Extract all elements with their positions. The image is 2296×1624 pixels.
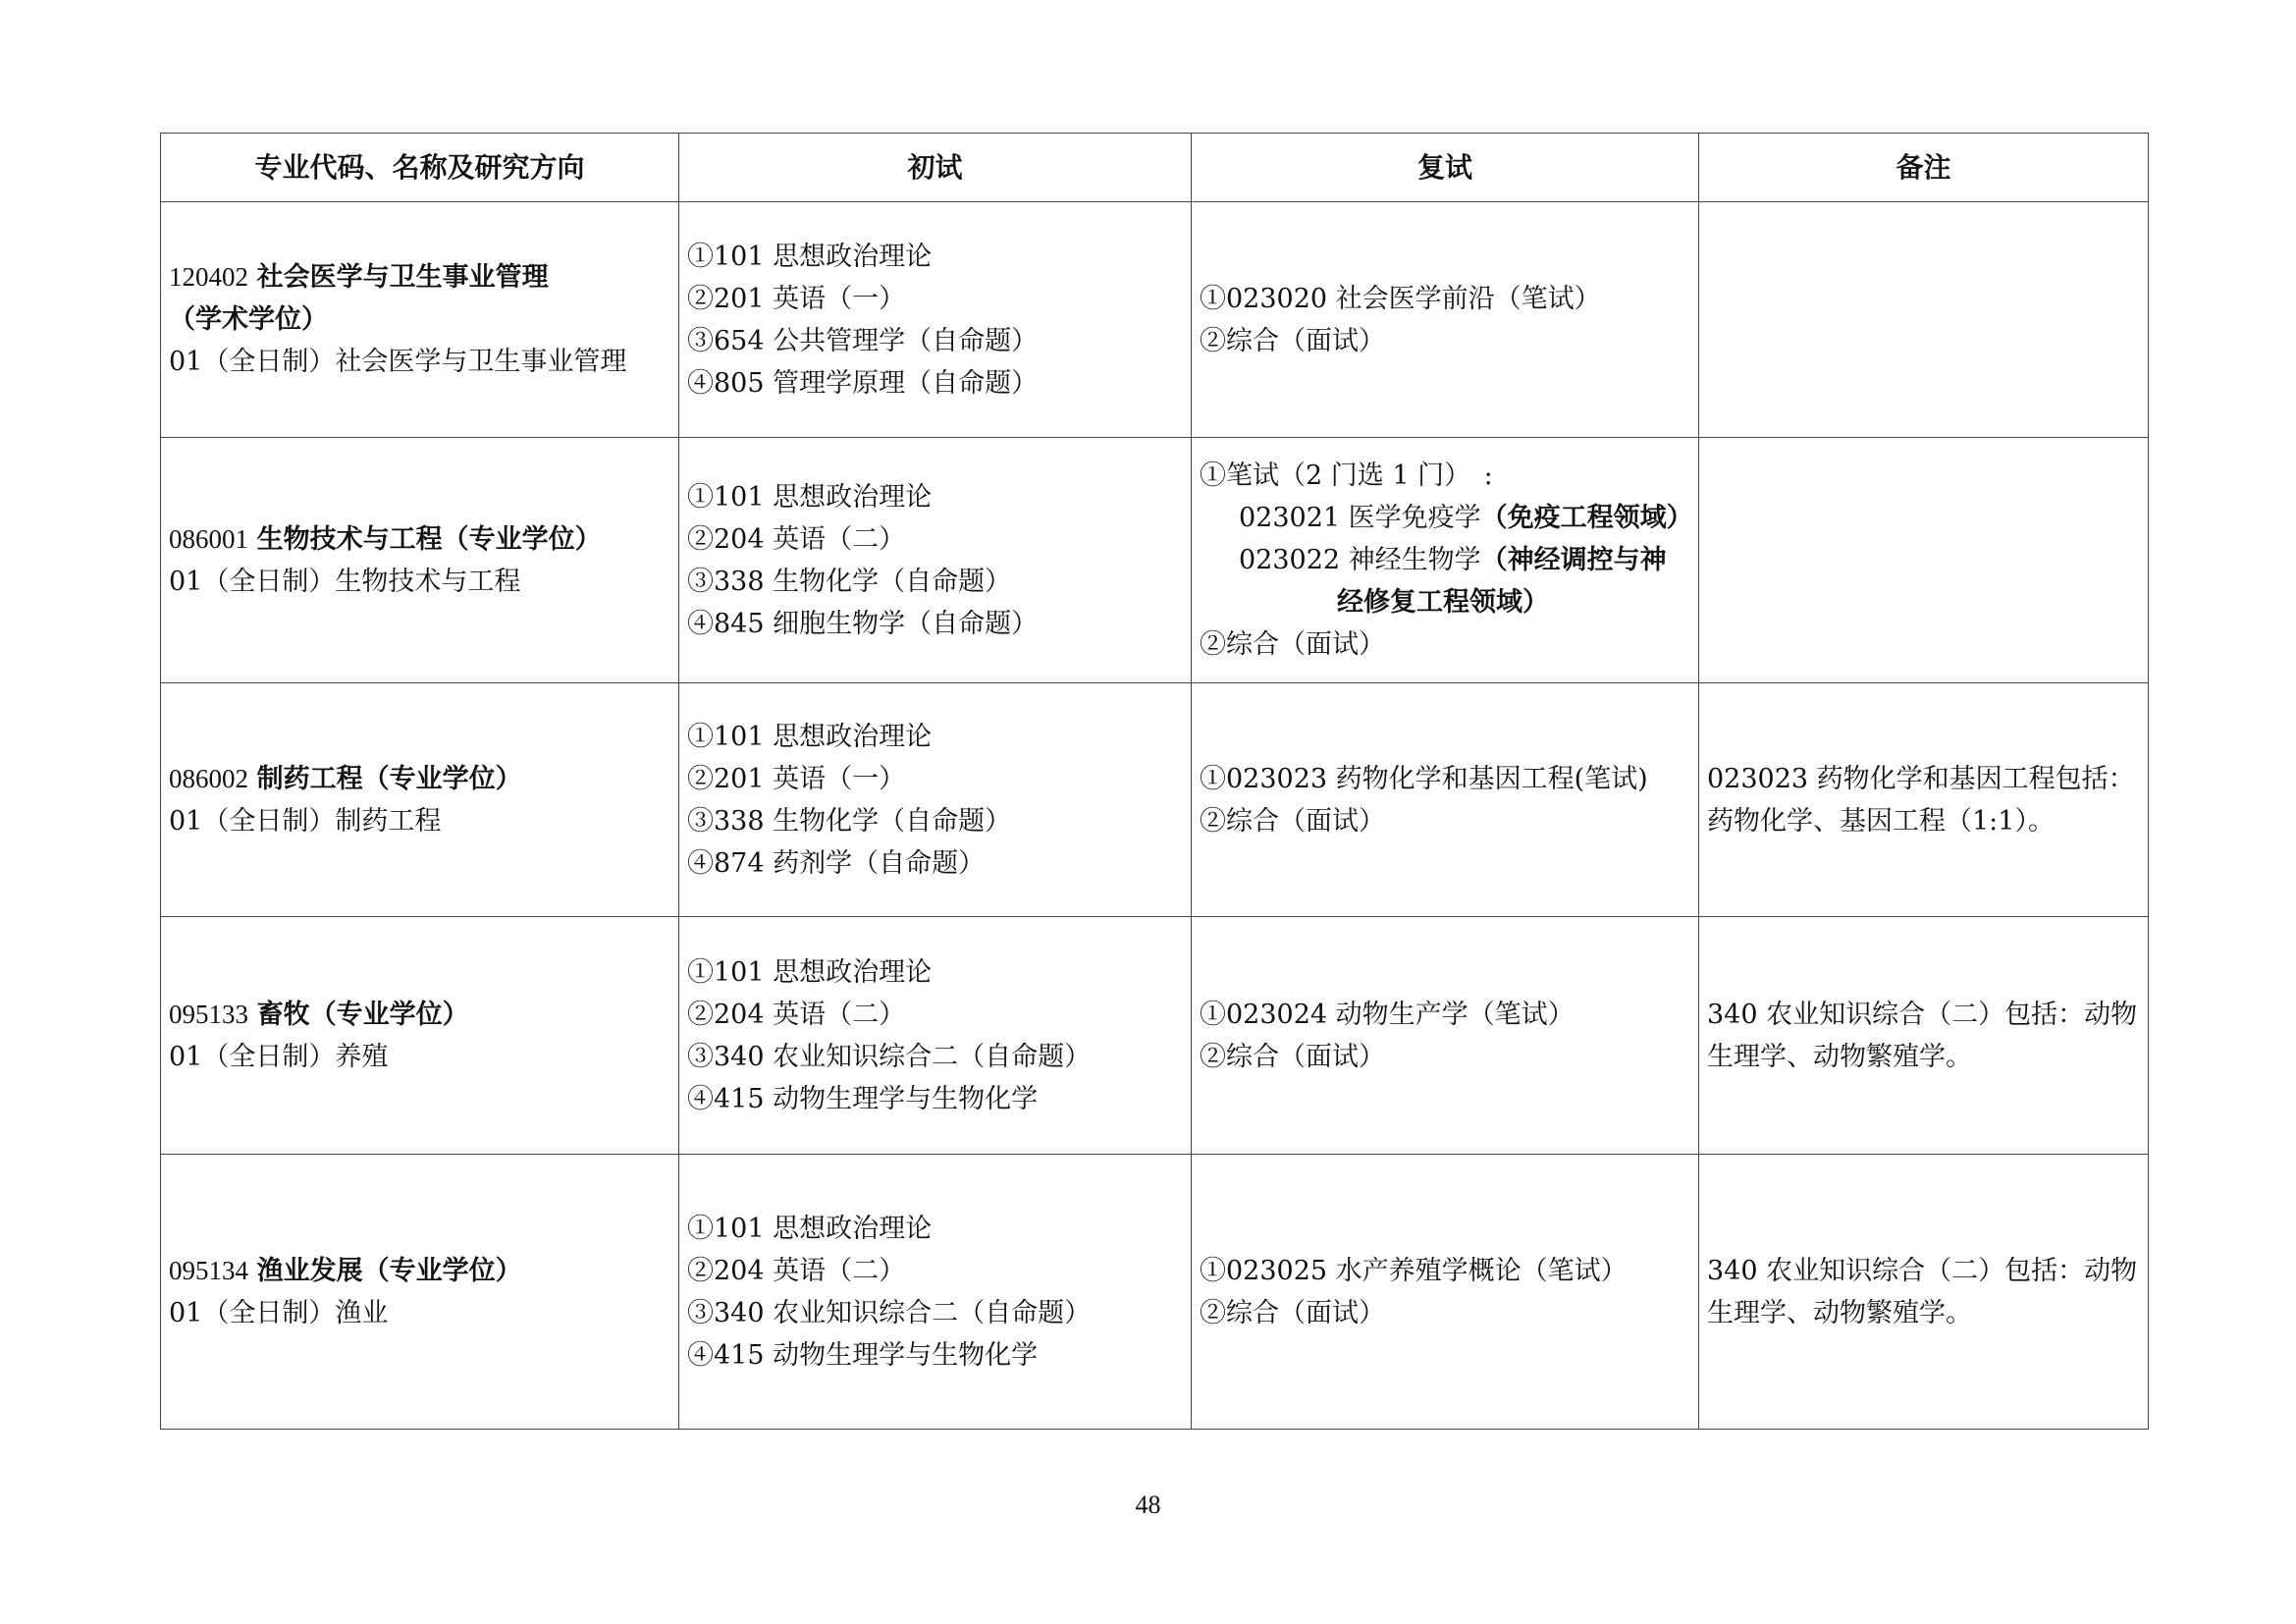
initial-subject: ④845 细胞生物学（自命题） (687, 608, 1039, 639)
major-name-suffix: （学术学位） (169, 304, 328, 335)
initial-exam-cell (679, 1155, 1192, 1430)
note-cell: 340 农业知识综合（二）包括：动物生理学、动物繁殖学。 (1699, 917, 2149, 1155)
major-cell (161, 683, 679, 917)
major-name: 畜牧（专业学位） (256, 999, 469, 1030)
major-name: 生物技术与工程（专业学位） (256, 523, 602, 555)
retest-subject: ①023024 动物生产学（笔试） (1200, 999, 1575, 1030)
initial-subject: ①101 思想政治理论 (687, 481, 933, 513)
major-cell (161, 1155, 679, 1430)
retest-subject: ②综合（面试） (1200, 805, 1385, 837)
major-cell (161, 438, 679, 683)
major-code: 095133 (169, 999, 248, 1029)
retest-cell (1192, 917, 1699, 1155)
table-row (161, 438, 2149, 683)
retest-subject: ①023020 社会医学前沿（笔试） (1200, 283, 1601, 314)
major-direction: 01（全日制）社会医学与卫生事业管理 (169, 347, 627, 377)
retest-option-field-cont: 经修复工程领域） (1337, 587, 1549, 618)
initial-subject: ①101 思想政治理论 (687, 1213, 933, 1244)
major-direction: 01（全日制）渔业 (169, 1297, 389, 1328)
initial-subject: ②204 英语（二） (687, 999, 906, 1030)
table-row (161, 1155, 2149, 1430)
initial-subject: ②201 英语（一） (687, 283, 906, 314)
major-direction: 01（全日制）养殖 (169, 1041, 389, 1072)
retest-subject: ①023025 水产养殖学概论（笔试） (1200, 1255, 1628, 1286)
initial-subject: ①101 思想政治理论 (687, 241, 933, 272)
major-code: 086002 (169, 763, 248, 793)
header-retest: 复试 (1192, 134, 1699, 202)
initial-subject: ②201 英语（一） (687, 763, 906, 794)
initial-exam-cell (679, 683, 1192, 917)
retest-option-code: 023021 医学免疫学 (1239, 503, 1481, 533)
note-cell (1699, 202, 2149, 438)
header-major: 专业代码、名称及研究方向 (161, 134, 679, 202)
retest-option-field: （免疫工程领域） (1480, 503, 1693, 533)
table-header-row (161, 134, 2149, 202)
retest-cell (1192, 202, 1699, 438)
initial-subject: ①101 思想政治理论 (687, 721, 933, 752)
retest-subject: ②综合（面试） (1200, 325, 1385, 356)
major-cell (161, 917, 679, 1155)
initial-exam-cell (679, 202, 1192, 438)
retest-subject: ①023023 药物化学和基因工程(笔试) (1200, 763, 1648, 794)
initial-subject: ③340 农业知识综合二（自命题） (687, 1041, 1092, 1072)
initial-subject: ②204 英语（二） (687, 1255, 906, 1286)
initial-subject: ④874 药剂学（自命题） (687, 847, 986, 879)
retest-option-field: （神经调控与神 (1480, 545, 1667, 575)
initial-exam-cell (679, 917, 1192, 1155)
note-cell: 340 农业知识综合（二）包括：动物生理学、动物繁殖学。 (1699, 1155, 2149, 1430)
retest-subject: ②综合（面试） (1200, 1297, 1385, 1328)
retest-option-code: 023022 神经生物学 (1239, 545, 1481, 575)
retest-cell (1192, 438, 1699, 683)
retest-cell (1192, 683, 1699, 917)
header-initial-exam: 初试 (679, 134, 1192, 202)
exam-subjects-table (160, 133, 2149, 1430)
page-number: 48 (1135, 1490, 1161, 1519)
major-name: 渔业发展（专业学位） (256, 1255, 522, 1286)
initial-subject: ③340 农业知识综合二（自命题） (687, 1297, 1092, 1328)
initial-subject: ③338 生物化学（自命题） (687, 566, 1012, 597)
major-cell (161, 202, 679, 438)
retest-cell (1192, 1155, 1699, 1430)
initial-subject: ②204 英语（二） (687, 523, 906, 555)
retest-subject: ②综合（面试） (1200, 629, 1385, 660)
major-direction: 01（全日制）生物技术与工程 (169, 566, 521, 597)
retest-written-choice: ①笔试（2 门选 1 门） : (1200, 460, 1493, 491)
major-code: 086001 (169, 523, 248, 554)
table-row (161, 917, 2149, 1155)
header-notes: 备注 (1699, 134, 2149, 202)
table-row (161, 202, 2149, 438)
note-cell: 023023 药物化学和基因工程包括：药物化学、基因工程（1:1）。 (1699, 683, 2149, 917)
major-name: 社会医学与卫生事业管理 (256, 262, 549, 293)
table-row (161, 683, 2149, 917)
retest-subject: ②综合（面试） (1200, 1041, 1385, 1072)
initial-subject: ③654 公共管理学（自命题） (687, 325, 1039, 356)
initial-subject: ③338 生物化学（自命题） (687, 805, 1012, 837)
initial-subject: ④805 管理学原理（自命题） (687, 367, 1039, 399)
major-code: 120402 (169, 262, 248, 292)
major-direction: 01（全日制）制药工程 (169, 805, 442, 837)
major-name: 制药工程（专业学位） (256, 763, 522, 794)
initial-exam-cell (679, 438, 1192, 683)
initial-subject: ①101 思想政治理论 (687, 956, 933, 988)
initial-subject: ④415 动物生理学与生物化学 (687, 1339, 1039, 1371)
major-code: 095134 (169, 1255, 248, 1285)
note-cell (1699, 438, 2149, 683)
initial-subject: ④415 动物生理学与生物化学 (687, 1083, 1039, 1114)
